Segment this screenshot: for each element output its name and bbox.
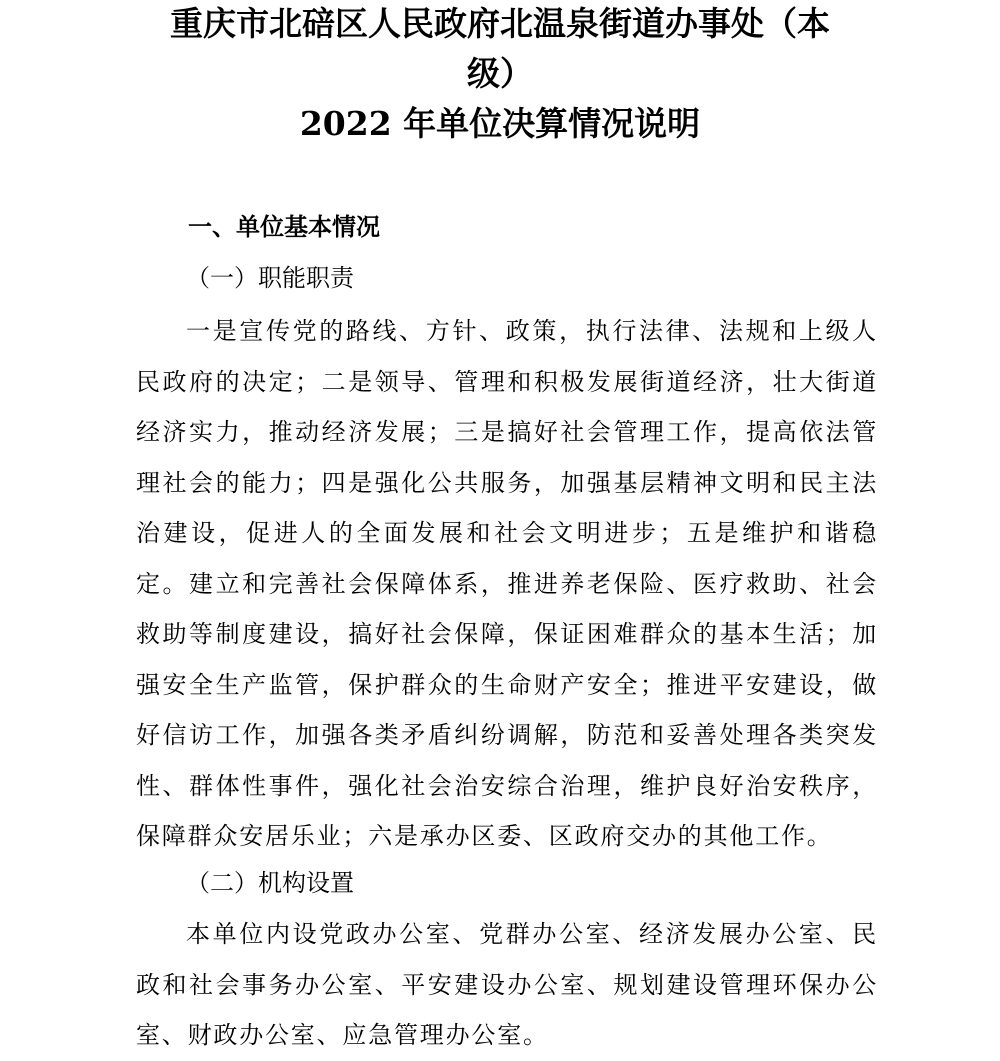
section-heading-basic-info: 一、单位基本情况 [188,213,380,241]
organization-paragraph: 本单位内设党政办公室、党群办公室、经济发展办公室、民政和社会事务办公室、平安建设办公室、规划建设管理环保办公室、财政办公室、应急管理办公室。 [136,920,878,1049]
document-title-line-2: 级） [467,54,533,93]
functions-paragraph: 一是宣传党的路线、方针、政策，执行法律、法规和上级人民政府的决定；二是领导、管理和积极发展街道经济，壮大街道经济实力，推动经济发展；三是搞好社会管理工作，提高依法管理社会的能力；四是强化公共服务，加强基层精神文明和民主法治建设，促进人的全面发展和社会文明进步；五是维护和谐稳定。建立和完善社会保障体系，推进养老保险、医疗救助、社会救助等制度建设，搞好社会保障，保证困难群众的基本生活；加强安全生产监管，保护群众的生命财产安全；推进平安建设，做好信访工作，加强各类矛盾纠纷调解，防范和妥善处理各类突发性、群体性事件，强化社会治安综合治理，维护良好治安秩序，保障群众安居乐业；六是承办区委、区政府交办的其他工作。 [136,317,878,850]
document-title-line-1: 重庆市北碚区人民政府北温泉街道办事处（本 [170,4,830,43]
subsection-heading-functions: （一）职能职责 [186,264,354,292]
subsection-heading-organization: （二）机构设置 [186,869,354,897]
document-title-line-3: 2022 年单位决算情况说明 [299,104,701,143]
